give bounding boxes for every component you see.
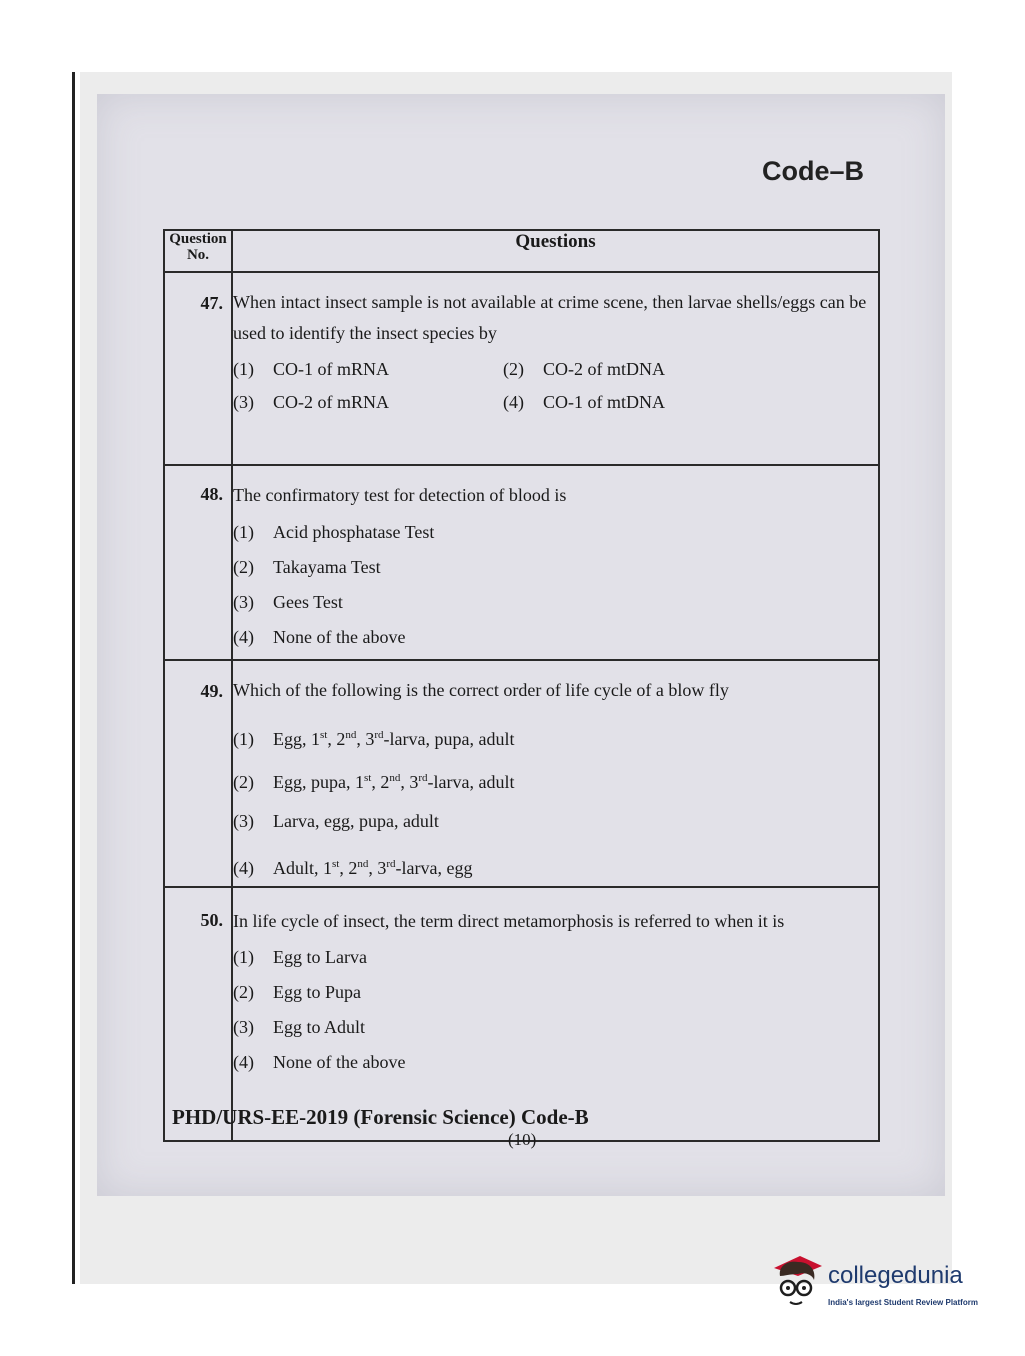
options <box>233 353 878 419</box>
question-number: 48. <box>200 484 223 504</box>
option: (4) None of the above <box>233 1052 406 1072</box>
option: (4) Adult, 1st, 2nd, 3rd-larva, egg <box>233 858 473 878</box>
option: (4) CO-1 of mtDNA <box>503 392 665 412</box>
question-number-cell <box>164 887 232 1141</box>
paper-code: Code–B <box>762 156 865 186</box>
page-number: (10) <box>508 1130 537 1149</box>
logo-name: collegedunia <box>828 1262 963 1289</box>
option: (1) CO-1 of mRNA <box>233 359 389 379</box>
options <box>233 714 878 886</box>
question-text: The confirmatory test for detection of blood is <box>233 485 567 505</box>
option: (1) Acid phosphatase Test <box>233 522 435 542</box>
question-cell <box>232 887 879 1141</box>
question-text: Which of the following is the correct order of life cycle of a blow fly <box>233 680 729 700</box>
collegedunia-logo[interactable] <box>770 1250 1000 1320</box>
option: (2) Takayama Test <box>233 557 381 577</box>
options <box>233 940 878 1080</box>
questions-header: Questions <box>232 230 879 272</box>
question-number-cell <box>164 465 232 660</box>
mascot-icon <box>770 1250 824 1312</box>
option: (2) Egg, pupa, 1st, 2nd, 3rd-larva, adult <box>233 772 515 792</box>
question-row <box>164 465 879 660</box>
question-number: 49. <box>200 681 223 701</box>
question-number-cell <box>164 272 232 465</box>
questions-table <box>163 229 880 1142</box>
option: (2) CO-2 of mtDNA <box>503 359 665 379</box>
option: (3) Gees Test <box>233 592 343 612</box>
question-no-header: Question No. <box>164 230 232 272</box>
scan-edge <box>72 72 75 1284</box>
question-text: In life cycle of insect, the term direct metamorphosis is referred to when it is <box>233 911 785 931</box>
question-row <box>164 272 879 465</box>
footer-title: PHD/URS-EE-2019 (Forensic Science) Code-B <box>172 1105 589 1129</box>
question-cell <box>232 272 879 465</box>
question-row <box>164 660 879 887</box>
option: (4) None of the above <box>233 627 406 647</box>
table-header <box>164 230 879 272</box>
question-cell <box>232 660 879 887</box>
question-number: 50. <box>200 910 223 930</box>
option: (2) Egg to Pupa <box>233 982 361 1002</box>
options <box>233 515 878 655</box>
question-row <box>164 887 879 1141</box>
option: (3) CO-2 of mRNA <box>233 392 389 412</box>
question-number-cell <box>164 660 232 887</box>
option: (1) Egg, 1st, 2nd, 3rd-larva, pupa, adult <box>233 729 515 749</box>
option: (1) Egg to Larva <box>233 947 367 967</box>
option: (3) Larva, egg, pupa, adult <box>233 811 439 831</box>
question-cell <box>232 465 879 660</box>
question-text: When intact insect sample is not available at crime scene, then larvae shells/eggs can be used to identify the insect species by <box>233 292 867 343</box>
question-number: 47. <box>200 293 223 313</box>
logo-tagline: India's largest Student Review Platform <box>828 1298 978 1307</box>
option: (3) Egg to Adult <box>233 1017 366 1037</box>
